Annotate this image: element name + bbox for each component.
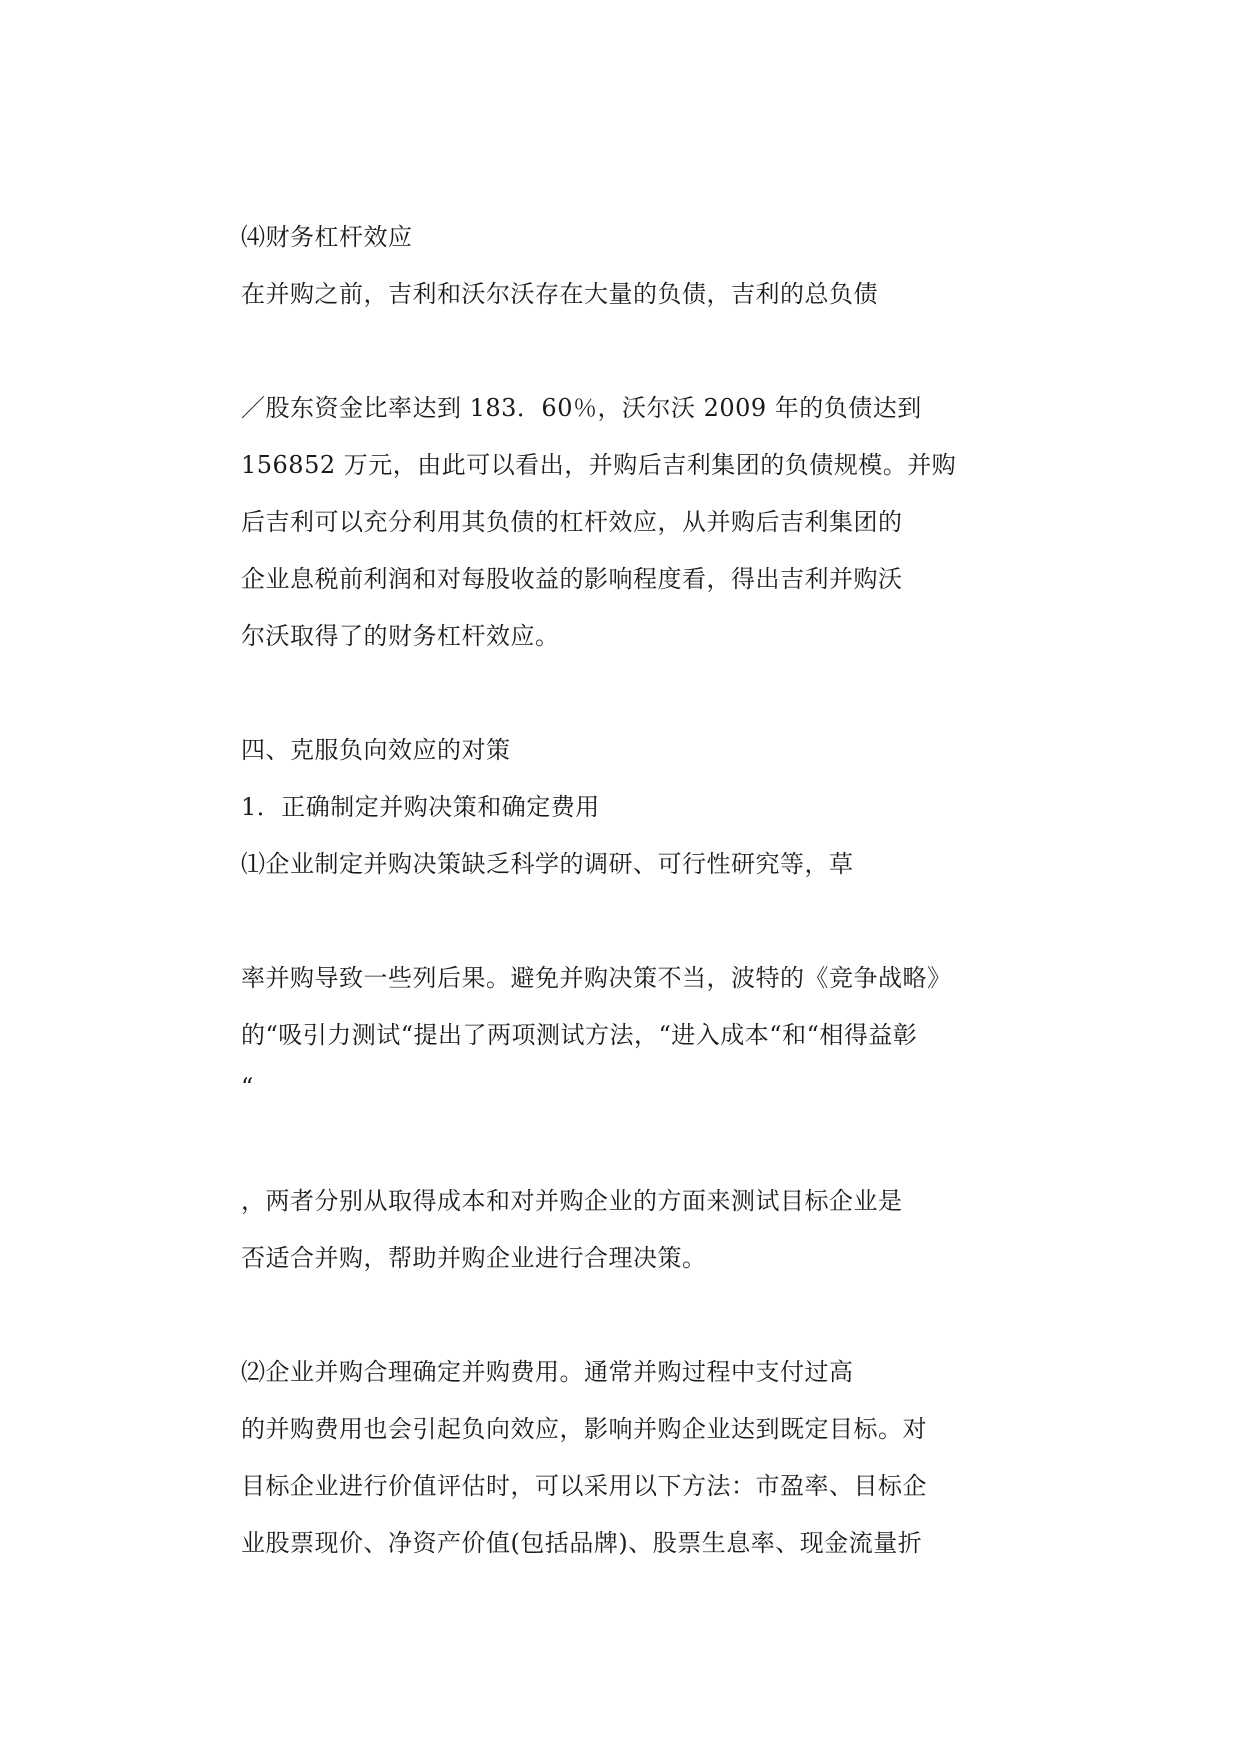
paragraph-line: 尔沃取得了的财务杠杆效应。 [241, 622, 560, 650]
paragraph-line: 业股票现价、净资产价值(包括品牌)、股票生息率、现金流量折 [241, 1529, 923, 1557]
paragraph-line: 率并购导致一些列后果。避免并购决策不当，波特的《竞争战略》 [241, 964, 952, 992]
paragraph-line: ⑴企业制定并购决策缺乏科学的调研、可行性研究等，草 [241, 850, 854, 878]
subsection-heading: 1．正确制定并购决策和确定费用 [241, 793, 600, 821]
heading-financial-leverage: ⑷财务杠杆效应 [241, 223, 413, 251]
paragraph-line: “ [241, 1073, 254, 1101]
paragraph-line: 后吉利可以充分利用其负债的杠杆效应，从并购后吉利集团的 [241, 508, 903, 536]
paragraph-line: ，两者分别从取得成本和对并购企业的方面来测试目标企业是 [241, 1187, 903, 1215]
paragraph-line: ⑵企业并购合理确定并购费用。通常并购过程中支付过高 [241, 1358, 854, 1386]
paragraph-line: 在并购之前，吉利和沃尔沃存在大量的负债，吉利的总负债 [241, 280, 878, 308]
paragraph-line: 否适合并购，帮助并购企业进行合理决策。 [241, 1244, 707, 1272]
paragraph-line: ／股东资金比率达到 183．60％，沃尔沃 2009 年的负债达到 [241, 394, 922, 422]
paragraph-line: 156852 万元，由此可以看出，并购后吉利集团的负债规模。并购 [241, 451, 957, 479]
paragraph-line: 目标企业进行价值评估时，可以采用以下方法：市盈率、目标企 [241, 1472, 927, 1500]
paragraph-line: 的并购费用也会引起负向效应，影响并购企业达到既定目标。对 [241, 1415, 927, 1443]
section-heading-countermeasures: 四、克服负向效应的对策 [241, 736, 511, 764]
paragraph-line: 的“吸引力测试“提出了两项测试方法，“进入成本“和“相得益彰 [241, 1021, 918, 1049]
paragraph-line: 企业息税前利润和对每股收益的影响程度看，得出吉利并购沃 [241, 565, 903, 593]
